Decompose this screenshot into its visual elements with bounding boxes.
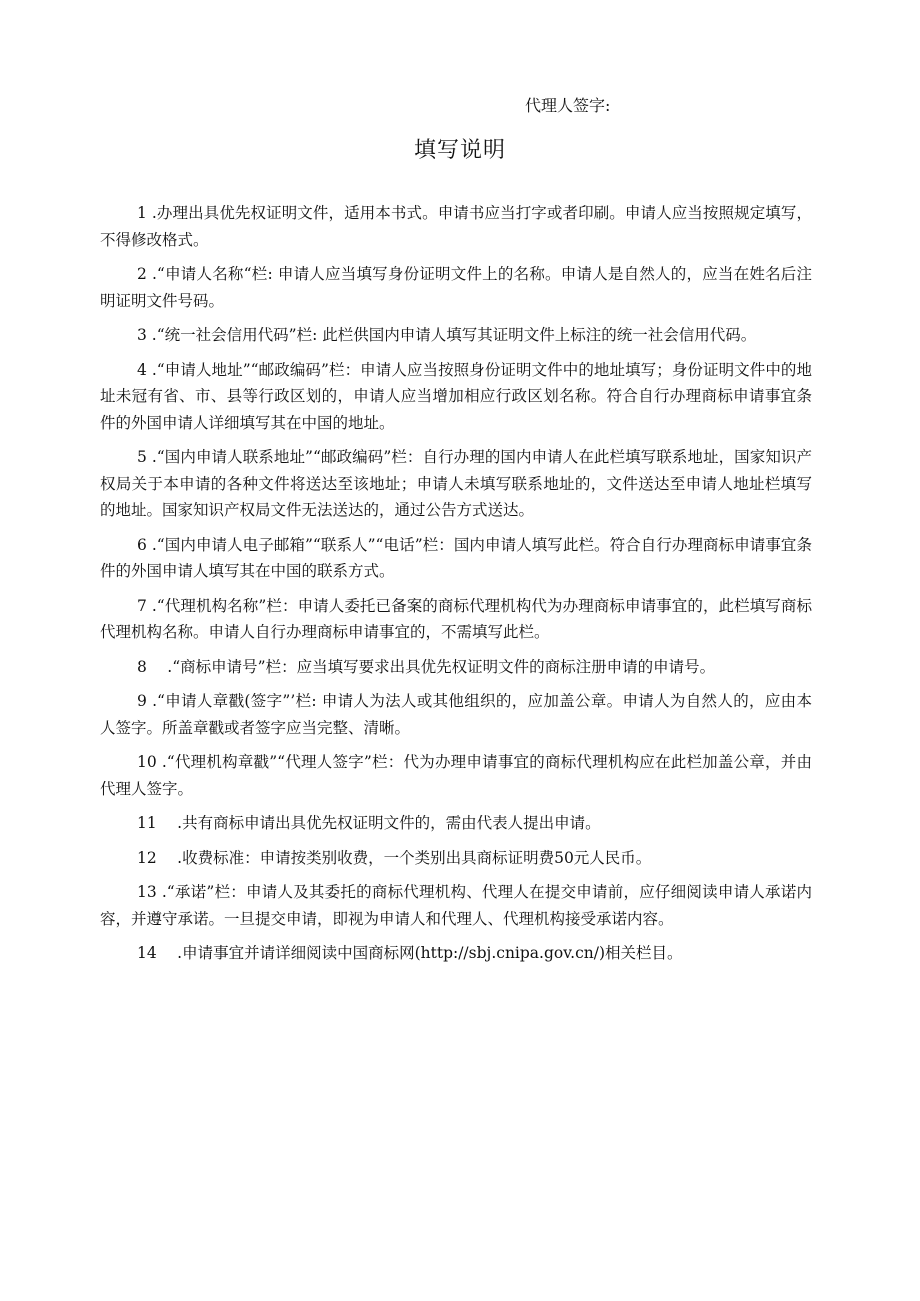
instruction-item-12: 12 .收费标准：申请按类别收费，一个类别出具商标证明费50元人民币。 — [137, 848, 652, 867]
instruction-item-14: 14 .申请事宜并请详细阅读中国商标网(http://sbj.cnipa.gov.cn/)相关栏目。 — [137, 944, 683, 962]
instruction-item-10: 10 .“代理机构章戳”“代理人签字”栏：代为办理申请事宜的商标代理机构应在此栏加盖公章，并由代理人签字。 — [100, 753, 812, 798]
instruction-item-3: 3 .“统一社会信用代码”栏: 此栏供国内申请人填写其证明文件上标注的统一社会信用代码。 — [137, 326, 757, 344]
instruction-item-7: 7 .“代理机构名称”栏：申请人委托已备案的商标代理机构代为办理商标申请事宜的，此栏填写商标代理机构名称。申请人自行办理商标申请事宜的，不需填写此栏。 — [100, 596, 812, 641]
instruction-list — [100, 200, 812, 975]
instruction-item-11: 11 .共有商标申请出具优先权证明文件的，需由代表人提出申请。 — [137, 814, 601, 832]
instruction-item-1: 1 .办理出具优先权证明文件，适用本书式。申请书应当打字或者印刷。申请人应当按照规定填写，不得修改格式。 — [100, 204, 812, 249]
instruction-item-13: 13 .“承诺”栏：申请人及其委托的商标代理机构、代理人在提交申请前，应仔细阅读申请人承诺内容，并遵守承诺。一旦提交申请，即视为申请人和代理人、代理机构接受承诺内容。 — [100, 883, 812, 928]
instruction-item-4: 4 .“申请人地址”“邮政编码”栏：申请人应当按照身份证明文件中的地址填写；身份证明文件中的地址未冠有省、市、县等行政区划的，申请人应当增加相应行政区划名称。符合自行办理商标申请事宜条件的外国申请人详细填写其在中国的地址。 — [100, 360, 812, 432]
instruction-item-8: 8 .“商标申请号”栏：应当填写要求出具优先权证明文件的商标注册申请的申请号。 — [137, 657, 716, 676]
page-title: 填写说明 — [413, 138, 506, 163]
agent-signature-label: 代理人签字: — [525, 96, 611, 115]
instruction-item-5: 5 .“国内申请人联系地址”“邮政编码”栏：自行办理的国内申请人在此栏填写联系地址，国家知识产权局关于本申请的各种文件将送达至该地址；申请人未填写联系地址的，文件送达至申请人地址栏填写的地址。国家知识产权局文件无法送达的，通过公告方式送达。 — [100, 448, 812, 519]
instruction-item-9: 9 .“申请人章戳(签字”’栏: 申请人为法人或其他组织的，应加盖公章。申请人为自然人的，应由本人签字。所盖章戳或者签字应当完整、清晰。 — [100, 692, 812, 737]
instruction-item-2: 2 .“申请人名称“栏: 申请人应当填写身份证明文件上的名称。申请人是自然人的，应当在姓名后注明证明文件号码。 — [100, 265, 812, 310]
instruction-item-6: 6 .“国内申请人电子邮箱”“联系人”“电话”栏：国内申请人填写此栏。符合自行办理商标申请事宜条件的外国申请人填写其在中国的联系方式。 — [100, 535, 812, 580]
